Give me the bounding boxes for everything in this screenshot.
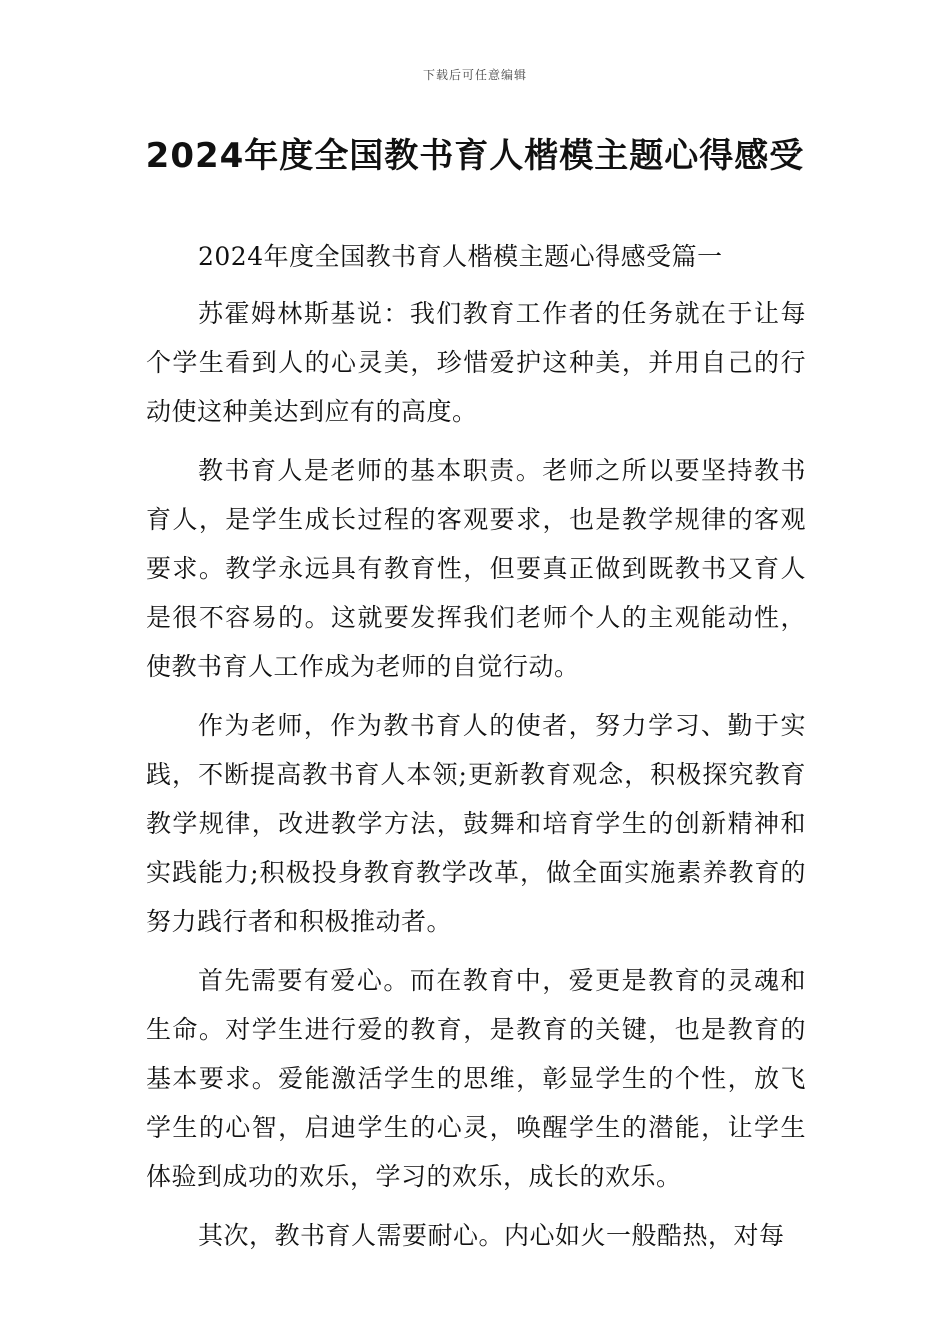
paragraph-3: 作为老师，作为教书育人的使者，努力学习、勤于实践，不断提高教书育人本领;更新教育观念，积极探究教育教学规律，改进教学方法，鼓舞和培育学生的创新精神和实践能力;积极投身教育教学改革，做全面实施素养教育的努力践行者和积极推动者。 (146, 711, 806, 936)
document-body (146, 232, 806, 1270)
header-note: 下载后可任意编辑 (422, 68, 527, 82)
paragraph-5: 其次，教书育人需要耐心。内心如火一般酷热，对每 (198, 1221, 785, 1250)
section-subtitle: 2024年度全国教书育人楷模主题心得感受篇一 (198, 242, 723, 271)
paragraph-1: 苏霍姆林斯基说：我们教育工作者的任务就在于让每个学生看到人的心灵美，珍惜爱护这种美，并用自己的行动使这种美达到应有的高度。 (146, 299, 806, 426)
paragraph-2: 教书育人是老师的基本职责。老师之所以要坚持教书育人，是学生成长过程的客观要求，也是教学规律的客观要求。教学永远具有教育性，但要真正做到既教书又育人是很不容易的。这就要发挥我们老师个人的主观能动性，使教书育人工作成为老师的自觉行动。 (146, 456, 806, 681)
paragraph-4: 首先需要有爱心。而在教育中，爱更是教育的灵魂和生命。对学生进行爱的教育，是教育的关键，也是教育的基本要求。爱能激活学生的思维，彰显学生的个性，放飞学生的心智，启迪学生的心灵，唤醒学生的潜能，让学生体验到成功的欢乐，学习的欢乐，成长的欢乐。 (146, 966, 806, 1191)
document-title: 2024年度全国教书育人楷模主题心得感受 (145, 136, 805, 176)
